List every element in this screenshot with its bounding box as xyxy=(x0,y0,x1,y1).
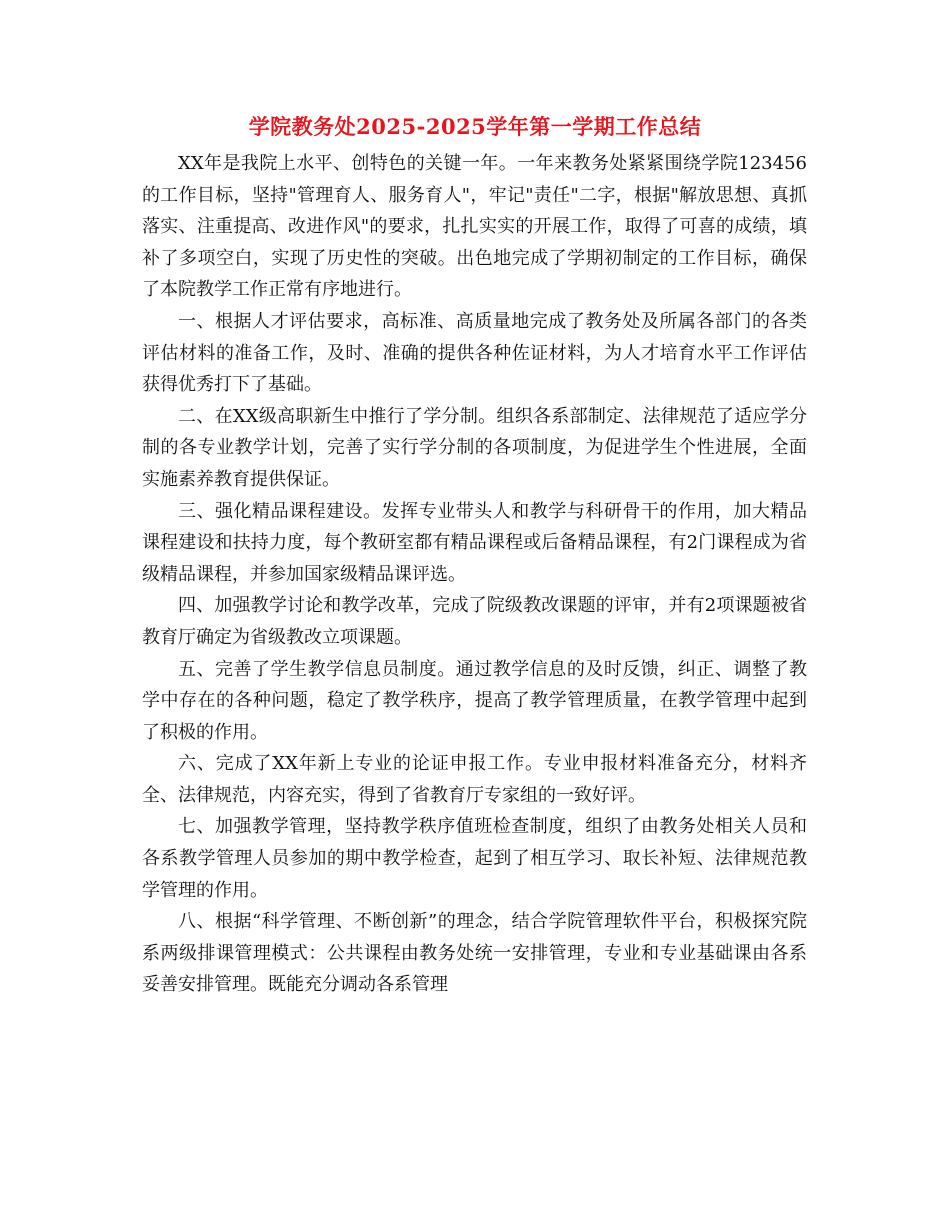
paragraph-intro: XX年是我院上水平、创特色的关键一年。一年来教务处紧紧围绕学院123456的工作目标，坚持"管理育人、服务育人"，牢记"责任"二字，根据"解放思想、真抓落实、注重提高、改进作风"的要求，扎扎实实的开展工作，取得了可喜的成绩，填补了多项空白，实现了历史性的突破。出色地完成了学期初制定的工作目标，确保了本院教学工作正常有序地进行。 xyxy=(142,153,807,301)
paragraph-item-2: 二、在XX级高职新生中推行了学分制。组织各系部制定、法律规范了适应学分制的各专业教学计划，完善了实行学分制的各项制度，为促进学生个性进展，全面实施素养教育提供保证。 xyxy=(142,405,807,490)
document-title: 学院教务处2025-2025学年第一学期工作总结 xyxy=(248,114,702,139)
paragraph-item-8: 八、根据“科学管理、不断创新”的理念，结合学院管理软件平台，积极探究院系两级排课管理模式：公共课程由教务处统一安排管理，专业和专业基础课由各系妥善安排管理。既能充分调动各系管理 xyxy=(142,911,807,996)
paragraph-item-7: 七、加强教学管理，坚持教学秩序值班检查制度，组织了由教务处相关人员和各系教学管理人员参加的期中教学检查，起到了相互学习、取长补短、法律规范教学管理的作用。 xyxy=(142,816,807,901)
paragraph-item-1: 一、根据人才评估要求，高标准、高质量地完成了教务处及所属各部门的各类评估材料的准备工作，及时、准确的提供各种佐证材料，为人才培育水平工作评估获得优秀打下了基础。 xyxy=(142,310,807,396)
document-body xyxy=(142,148,807,1001)
paragraph-item-3: 三、强化精品课程建设。发挥专业带头人和教学与科研骨干的作用，加大精品课程建设和扶持力度，每个教研室都有精品课程或后备精品课程，有2门课程成为省级精品课程，并参加国家级精品课评选。 xyxy=(142,500,807,585)
paragraph-item-6: 六、完成了XX年新上专业的论证申报工作。专业申报材料准备充分，材料齐全、法律规范，内容充实，得到了省教育厅专家组的一致好评。 xyxy=(142,753,807,806)
paragraph-item-4: 四、加强教学讨论和教学改革，完成了院级教改课题的评审，并有2项课题被省教育厅确定为省级教改立项课题。 xyxy=(142,595,807,648)
paragraph-item-5: 五、完善了学生教学信息员制度。通过教学信息的及时反馈，纠正、调整了教学中存在的各种问题，稳定了教学秩序，提高了教学管理质量，在教学管理中起到了积极的作用。 xyxy=(142,658,807,743)
